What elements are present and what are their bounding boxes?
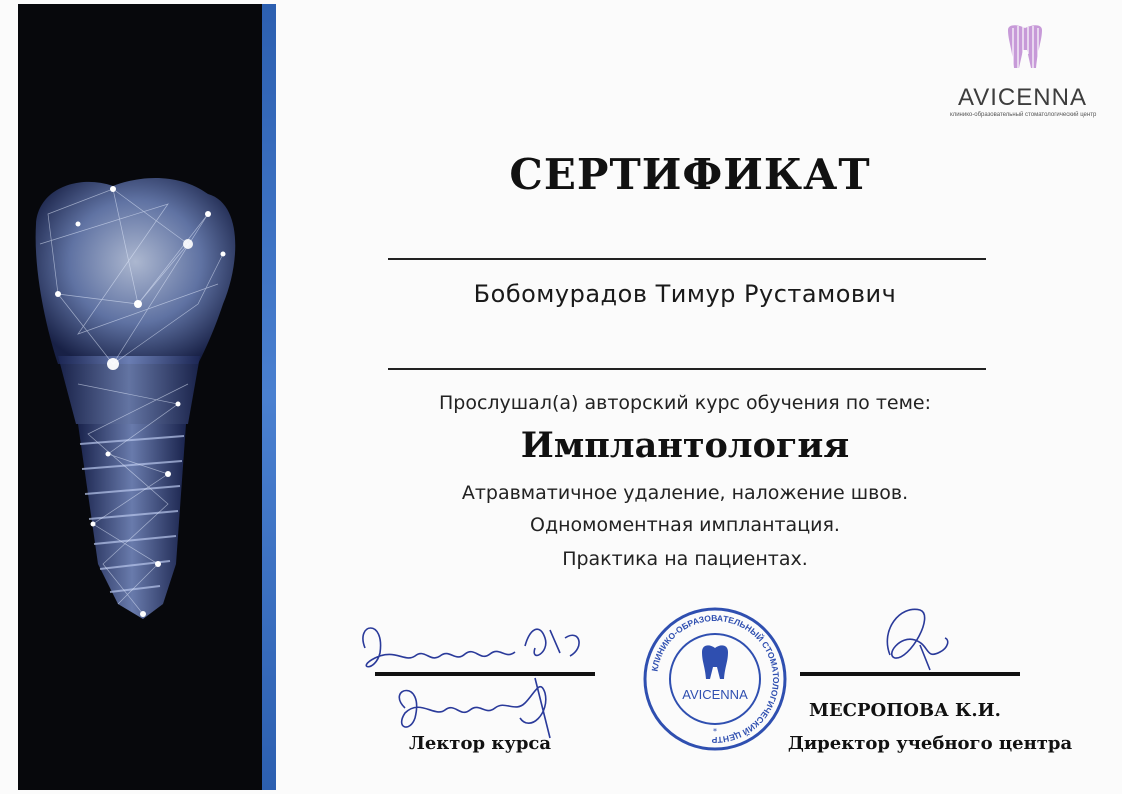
blue-stripe [262, 4, 276, 790]
course-topic: Одномоментная имплантация. [530, 514, 840, 536]
course-topic: Атравматичное удаление, наложение швов. [461, 482, 909, 504]
organization-stamp [640, 604, 790, 754]
course-topic: Практика на пациентах. [562, 548, 808, 570]
tooth-logo-icon [1005, 24, 1045, 74]
logo-subtitle: клинико-образовательный стоматологический центр [950, 112, 1097, 118]
stamp-ring-text: КЛИНИКО-ОБРАЗОВАТЕЛЬНЫЙ СТОМАТОЛОГИЧЕСКИЙ ЦЕНТР [649, 612, 782, 746]
course-subject: Имплантология [520, 425, 850, 466]
avicenna-logo [950, 24, 1100, 124]
stamp-center-text: AVICENNA [682, 687, 748, 702]
lecturer-role: Лектор курса [408, 733, 552, 754]
bottom-rule [388, 368, 986, 370]
lecturer-signature [345, 618, 605, 748]
course-intro: Прослушал(а) авторский курс обучения по теме: [438, 392, 931, 414]
director-role: Директор учебного центра [787, 733, 1073, 754]
director-name: МЕСРОПОВА К.И. [809, 700, 1001, 721]
implant-illustration-panel [18, 4, 276, 790]
certificate-title: СЕРТИФИКАТ [509, 150, 871, 199]
director-signature [790, 600, 1030, 685]
top-rule [388, 258, 986, 260]
stamp-tooth-icon [702, 645, 728, 679]
dental-implant-illustration [18, 4, 276, 790]
logo-name: AVICENNA [958, 84, 1087, 111]
recipient-name: Бобомурадов Тимур Рустамович [473, 280, 897, 308]
svg-text:*: * [713, 727, 717, 736]
